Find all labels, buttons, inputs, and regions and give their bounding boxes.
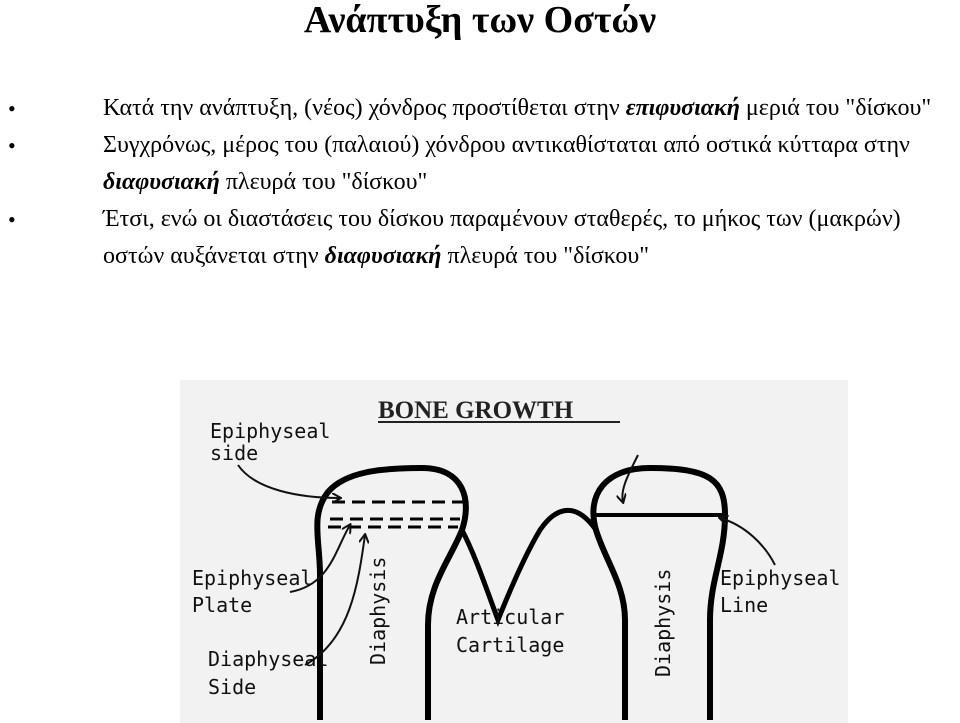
bullet-text: μεριά του "δίσκου": [739, 95, 932, 121]
label-diaphysis-right: Diaphysis: [651, 568, 675, 677]
left-bone-outline: [317, 468, 466, 720]
label-epiphyseal-plate-line1: Epiphyseal: [192, 566, 313, 590]
label-diaphysis-left: Diaphysis: [366, 556, 390, 665]
page-title: Ανάπτυξη των Οστών: [303, 0, 657, 41]
bullet-emphasis: διαφυσιακή: [103, 169, 220, 195]
bullet-emphasis: επιφυσιακή: [625, 95, 740, 121]
bullet-text: πλευρά του "δίσκου": [441, 243, 650, 269]
bullet-text: Έτσι, ενώ οι διαστάσεις του δίσκου παραμένουν σταθερές, το μήκος των (μακρών) οστών αυξάνεται στην: [103, 206, 901, 269]
label-epiphyseal-line-line2: Line: [720, 593, 769, 617]
bullet-list: [0, 90, 960, 275]
label-diaphyseal-side-line1: Diaphyseal: [208, 647, 329, 671]
label-epiphyseal-side-line1: Epiphyseal: [210, 419, 331, 443]
bullet-item-2: [0, 127, 955, 201]
articular-cartilage-curve: [462, 510, 596, 620]
label-epiphyseal-side-line2: side: [210, 441, 259, 465]
bullet-icon: •: [8, 133, 16, 158]
bullet-icon: •: [8, 207, 16, 232]
label-articular-cartilage-line1: Articular: [456, 605, 565, 629]
bullet-text: Συγχρόνως, μέρος του (παλαιού) χόνδρου αντικαθίσταται από οστικά κύτταρα στην: [103, 132, 910, 158]
label-diaphyseal-side-line2: Side: [208, 675, 257, 699]
bullet-text: πλευρά του "δίσκου": [219, 169, 428, 195]
bullet-emphasis: διαφυσιακή: [324, 243, 442, 269]
bullet-text: Κατά την ανάπτυξη, (νέος) χόνδρος προστίθεται στην: [103, 95, 626, 121]
bone-growth-diagram: [180, 380, 848, 723]
figure-title: BONE GROWTH: [378, 397, 574, 424]
arrow-right-epiphyseal-side: [622, 455, 638, 502]
arrow-epiphyseal-line: [720, 518, 775, 565]
bullet-icon: •: [8, 96, 16, 121]
bone-growth-figure: [180, 380, 848, 723]
bullet-item-3: [0, 201, 955, 275]
label-epiphyseal-plate-line2: Plate: [192, 593, 253, 617]
bullet-item-1: [0, 90, 955, 127]
label-epiphyseal-line-line1: Epiphyseal: [720, 566, 841, 590]
label-articular-cartilage-line2: Cartilage: [456, 633, 565, 657]
